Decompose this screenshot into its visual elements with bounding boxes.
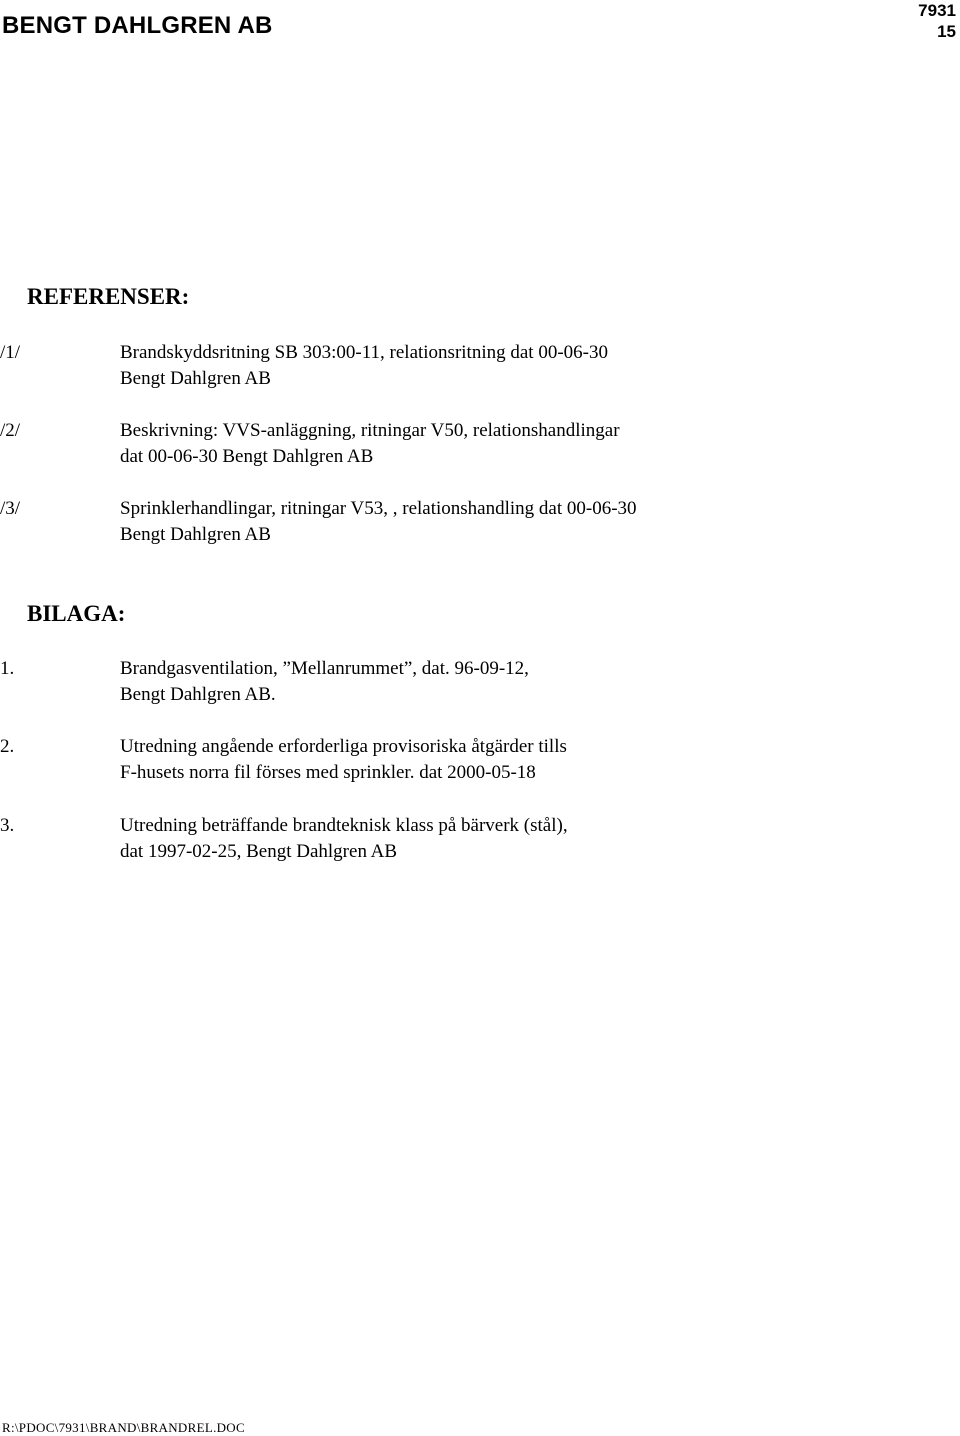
reference-number: /1/ (0, 342, 21, 363)
references-heading: REFERENSER: (27, 284, 190, 309)
reference-text-line2: Bengt Dahlgren AB (120, 368, 271, 389)
reference-number: /2/ (0, 420, 21, 441)
reference-text-line1: Brandskyddsritning SB 303:00-11, relationsritning dat 00-06-30 (120, 342, 608, 363)
attachment-text-line1: Brandgasventilation, ”Mellanrummet”, dat. 96-09-12, (120, 658, 529, 679)
reference-text-line2: dat 00-06-30 Bengt Dahlgren AB (120, 446, 374, 467)
reference-number: /3/ (0, 498, 21, 519)
reference-text-line1: Sprinklerhandlingar, ritningar V53, , relationshandling dat 00-06-30 (120, 498, 637, 519)
attachment-number: 2. (0, 736, 15, 757)
attachment-text-line2: F-husets norra fil förses med sprinkler. dat 2000-05-18 (120, 762, 536, 783)
attachment-text-line1: Utredning beträffande brandteknisk klass på bärverk (stål), (120, 815, 568, 836)
page-number: 15 (937, 22, 956, 41)
attachments-heading: BILAGA: (27, 601, 126, 626)
attachment-number: 3. (0, 815, 15, 836)
attachment-text-line2: Bengt Dahlgren AB. (120, 684, 276, 705)
document-number: 7931 (918, 1, 956, 20)
attachment-number: 1. (0, 658, 15, 679)
reference-text-line2: Bengt Dahlgren AB (120, 524, 271, 545)
company-name: BENGT DAHLGREN AB (2, 12, 273, 39)
reference-text-line1: Beskrivning: VVS-anläggning, ritningar V50, relationshandlingar (120, 420, 620, 441)
file-path-footer: R:\PDOC\7931\BRAND\BRANDREL.DOC (2, 1420, 245, 1435)
document-number-block (918, 0, 956, 42)
attachment-text-line2: dat 1997-02-25, Bengt Dahlgren AB (120, 841, 398, 862)
attachment-text-line1: Utredning angående erforderliga provisoriska åtgärder tills (120, 736, 567, 757)
